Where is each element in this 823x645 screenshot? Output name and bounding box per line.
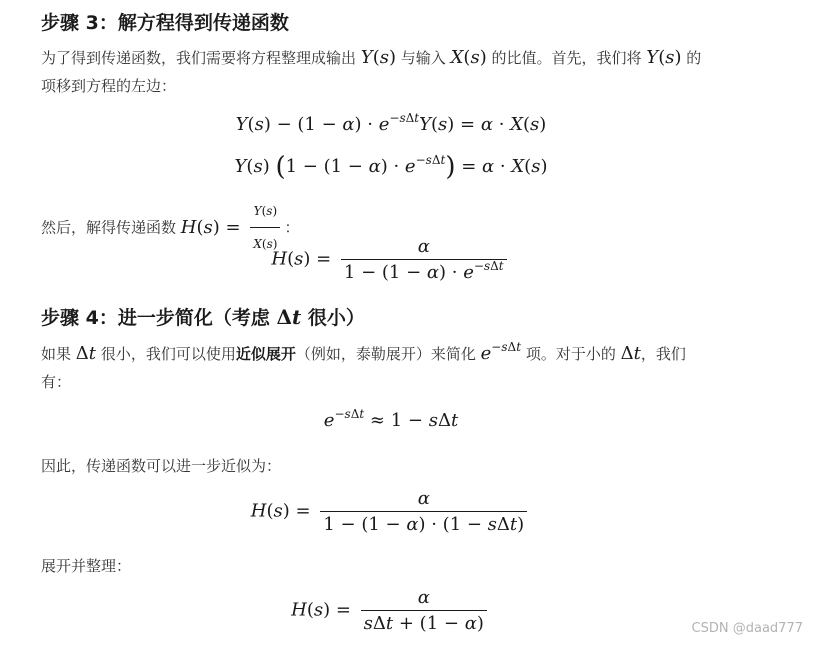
step4-intro-text-c: （例如，泰勒展开）来简化 (295, 345, 476, 363)
math-H-definition: H(s) = $\frac{Y(s)}{X(s)}$ (181, 217, 285, 238)
equation-factored: Y(s) $(1 - (1 - \alpha) \cdot e^{-s\Delta t}) = \alpha \cdot X(s)$ (234, 152, 548, 182)
step4-intro-text-b: 很小，我们可以使用 (100, 345, 236, 363)
step4-intro-text-d: 项。对于小的 (525, 345, 616, 363)
math-exp-term: $e^{-s\Delta t}$ (480, 340, 522, 364)
step3-intro-text-e: 项移到方程的左边： (41, 77, 177, 95)
equation-final-transfer-function: H(s) = $\frac{\alpha}{\text{sΔt + (1 − α)}}$ (41, 587, 741, 634)
step3-heading: 步骤 3：解方程得到传递函数 (41, 12, 289, 34)
step4-heading (41, 303, 365, 330)
step3-intro-text-a: 为了得到传递函数，我们需要将方程整理成输出 (41, 49, 357, 67)
equation-transfer-function: H(s) = $\frac{\alpha}{1 - (1 - \alpha) \cdot e^{-s\Delta t}}$ (41, 236, 741, 283)
step4-intro-paragraph (41, 340, 781, 396)
csdn-watermark: CSDN @daad777 (691, 621, 803, 636)
step4-expand-paragraph: 展开并整理： (41, 557, 132, 575)
step4-intro-bold: 近似展开 (235, 345, 296, 363)
step4-therefore-paragraph: 因此，传递函数可以进一步近似为： (41, 457, 282, 475)
math-delta-t: Δt (75, 343, 97, 364)
step3-intro-text-d: 的 (686, 49, 702, 67)
step4-intro-text-e: ，我们 (640, 345, 686, 363)
step4-intro-text-a: 如果 (41, 345, 72, 363)
math-X-s: X(s) (450, 47, 487, 68)
equation-rearranged: $Y(s) - (1 - \alpha) \cdot e^{-s\Delta t}Y(s) = \alpha \cdot X(s)$ (235, 111, 547, 135)
step3-intro-paragraph (41, 44, 781, 100)
step3-intro-text-c: 的比值。首先，我们将 (491, 49, 642, 67)
step3-then-text-b: ： (284, 218, 300, 237)
step4-heading-text-b: 很小） (307, 307, 365, 329)
step4-heading-text-a: 步骤 4：进一步简化（考虑 (41, 307, 270, 329)
math-delta-t-heading: Δt (276, 305, 302, 329)
math-delta-t-2: Δt (620, 343, 641, 364)
step3-intro-text-b: 与输入 (400, 49, 446, 67)
equation-approximation: $e^{-s\Delta t} \approx 1 - s\Delta t$ (323, 407, 459, 431)
math-Y-s: Y(s) (360, 47, 396, 68)
equation-approx-transfer-function: H(s) = $\frac{\alpha}{\text{1 − (1 − α) · (1 − sΔt)}}$ (41, 488, 741, 535)
step4-intro-text-f: 有： (41, 373, 72, 391)
math-Y-s-2: Y(s) (646, 47, 682, 68)
step3-then-text-a: 然后，解得传递函数 (41, 218, 177, 237)
